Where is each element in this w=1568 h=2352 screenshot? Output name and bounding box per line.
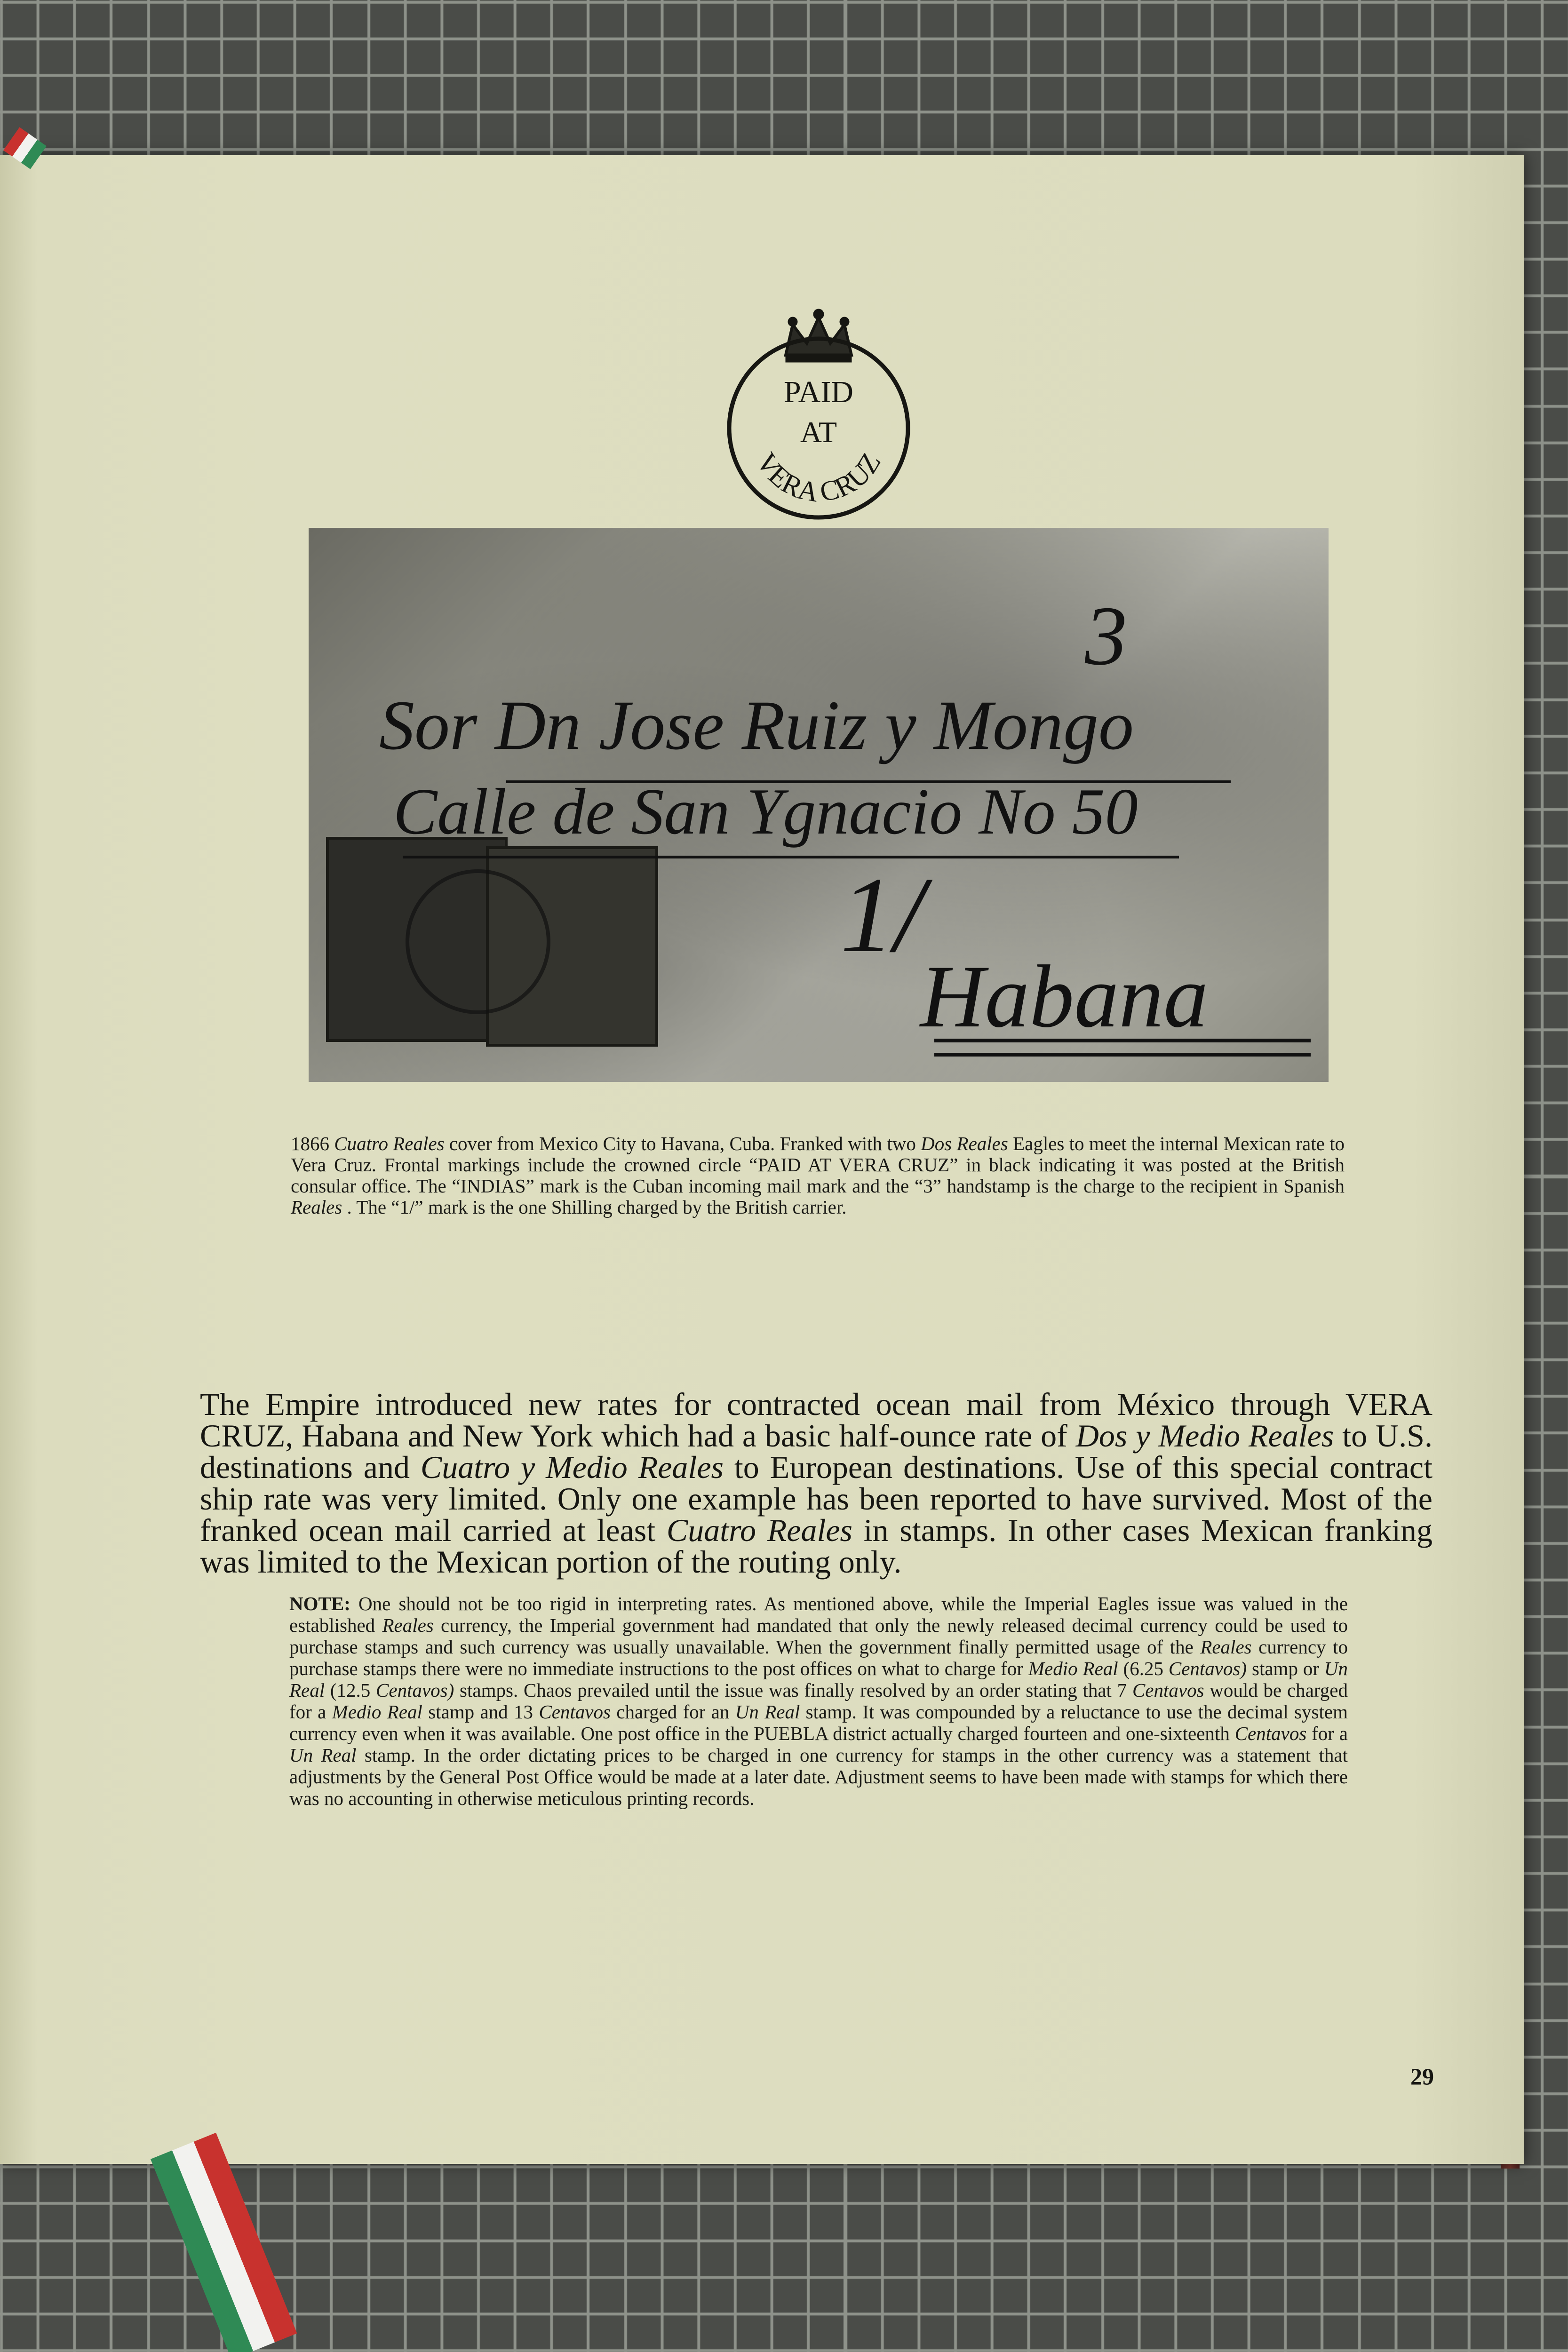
svg-text:VERA CRUZ (750, 447, 887, 508)
seal-text-paid: PAID (784, 375, 853, 409)
cover-handstamp: 3 (1085, 589, 1127, 683)
seal-text-vera-cruz: VERA CRUZ (750, 447, 887, 508)
main-paragraph: The Empire introduced new rates for contracted ocean mail from México through VERA CRUZ, Habana and New York which had a basic half-ounce rate of Dos y Medio Reales to U.S. destinations and Cuatro y Medio Reales to European destinations. Use of this special contract ship rate was very limited. Only one example has been reported to have survived. Most of the franked ocean mail carried at least Cuatro Reales in stamps. In other cases Mexican franking was limited to the Mexican portion of the routing only. (200, 1386, 1433, 1580)
paid-at-vera-cruz-seal (715, 292, 922, 527)
cover-address-line2: Calle de San Ygnacio No 50 (393, 775, 1138, 848)
cover-caption: 1866 Cuatro Reales cover from Mexico City to Havana, Cuba. Franked with two Dos Reales Eagles to meet the internal Mexican rate to Vera Cruz. Frontal markings include the crowned circle “PAID AT VERA CRUZ” in black indicating it was posted at the British consular office. The “INDIAS” mark is the Cuban incoming mail mark and the “3” handstamp is the charge to the recipient in Spanish Reales . The “1/” mark is the one Shilling charged by the British carrier. (291, 1133, 1345, 1218)
bookmark-ribbon (151, 2133, 297, 2352)
cover-illustration (309, 528, 1329, 1082)
crown-icon (786, 309, 852, 362)
stamp-right (487, 848, 657, 1045)
note-paragraph: NOTE: One should not be too rigid in interpreting rates. As mentioned above, while the Imperial Eagles issue was valued in the established Reales currency, the Imperial government had mandated that only the newly released decimal currency could be used to purchase stamps and such currency was usually unavailable. When the government finally permitted usage of the Reales currency to purchase stamps there were no immediate instructions to the post offices on what to charge for Medio Real (6.25 Centavos) stamp or Un Real (12.5 Centavos) stamps. Chaos prevailed until the issue was finally resolved by an order stating that 7 Centavos would be charged for a Medio Real stamp and 13 Centavos charged for an Un Real stamp. It was compounded by a reluctance to use the decimal system currency even when it was available. One post office in the PUEBLA district actually charged fourteen and one-sixteenth Centavos for a Un Real stamp. In the order dictating prices to be charged in one currency for stamps in the other currency was a statement that adjustments by the General Post Office would be made at a later date. Adjustment seems to have been made with stamps for which there was no accounting in otherwise meticulous printing records. (289, 1593, 1348, 1809)
postal-cover-image (309, 528, 1329, 1082)
cover-address-line1: Sor Dn Jose Ruiz y Mongo (379, 686, 1134, 764)
page-number: 29 (1410, 2063, 1434, 2090)
note-label: NOTE: (289, 1593, 350, 1614)
seal-text-at: AT (800, 415, 837, 449)
stamp-left (327, 838, 506, 1041)
cover-charge-mark: 1/ (840, 855, 924, 975)
cover-destination: Habana (920, 947, 1209, 1046)
